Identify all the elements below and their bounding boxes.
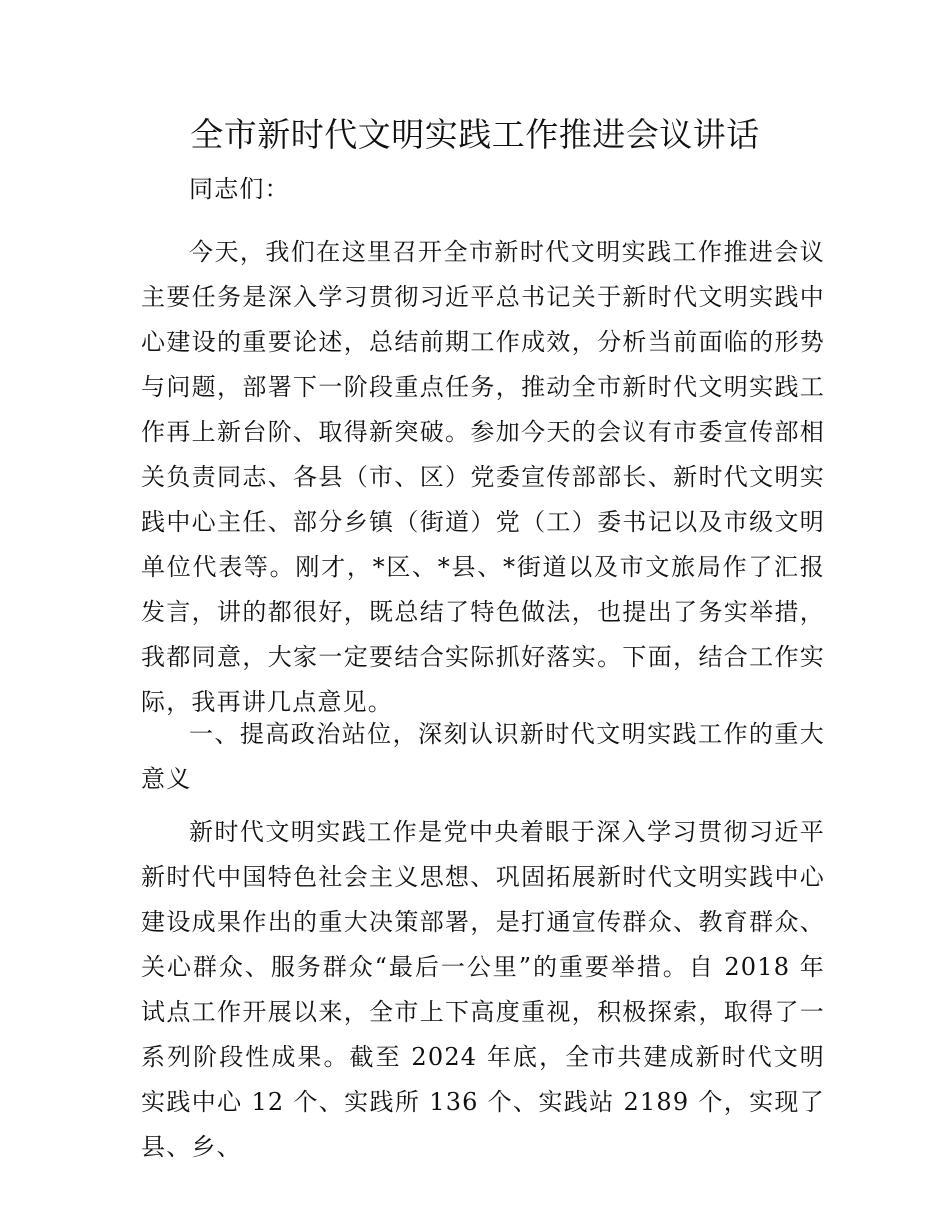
document-title: 全市新时代文明实践工作推进会议讲话 xyxy=(190,115,760,154)
paragraph-intro: 今天，我们在这里召开全市新时代文明实践工作推进会议主要任务是深入学习贯彻习近平总书记关于新时代文明实践中心建设的重要论述，总结前期工作成效，分析当前面临的形势与问题，部署下一阶段重点任务，推动全市新时代文明实践工作再上新台阶、取得新突破。参加今天的会议有市委宣传部相关负责同志、各县（市、区）党委宣传部部长、新时代文明实践中心主任、部分乡镇（街道）党（工）委书记以及市级文明单位代表等。刚才，*区、*县、*街道以及市文旅局作了汇报发言，讲的都很好，既总结了特色做法，也提出了务实举措，我都同意，大家一定要结合实际抓好落实。下面，结合工作实际，我再讲几点意见。 xyxy=(141,238,825,716)
paragraph-section-1: 新时代文明实践工作是党中央着眼于深入学习贯彻习近平新时代中国特色社会主义思想、巩固拓展新时代文明实践中心建设成果作出的重大决策部署，是打通宣传群众、教育群众、关心群众、服务群众“最后一公里”的重要举措。自 2018 年试点工作开展以来，全市上下高度重视，积极探索，取得了一系列阶段性成果。截至 2024 年底，全市共建成新时代文明实践中心 12 个、实践所 136 个、实践站 2189 个，实现了县、乡、 xyxy=(141,818,825,1161)
section-heading-1: 一、提高政治站位，深刻认识新时代文明实践工作的重大意义 xyxy=(141,720,825,793)
greeting: 同志们： xyxy=(189,175,290,203)
